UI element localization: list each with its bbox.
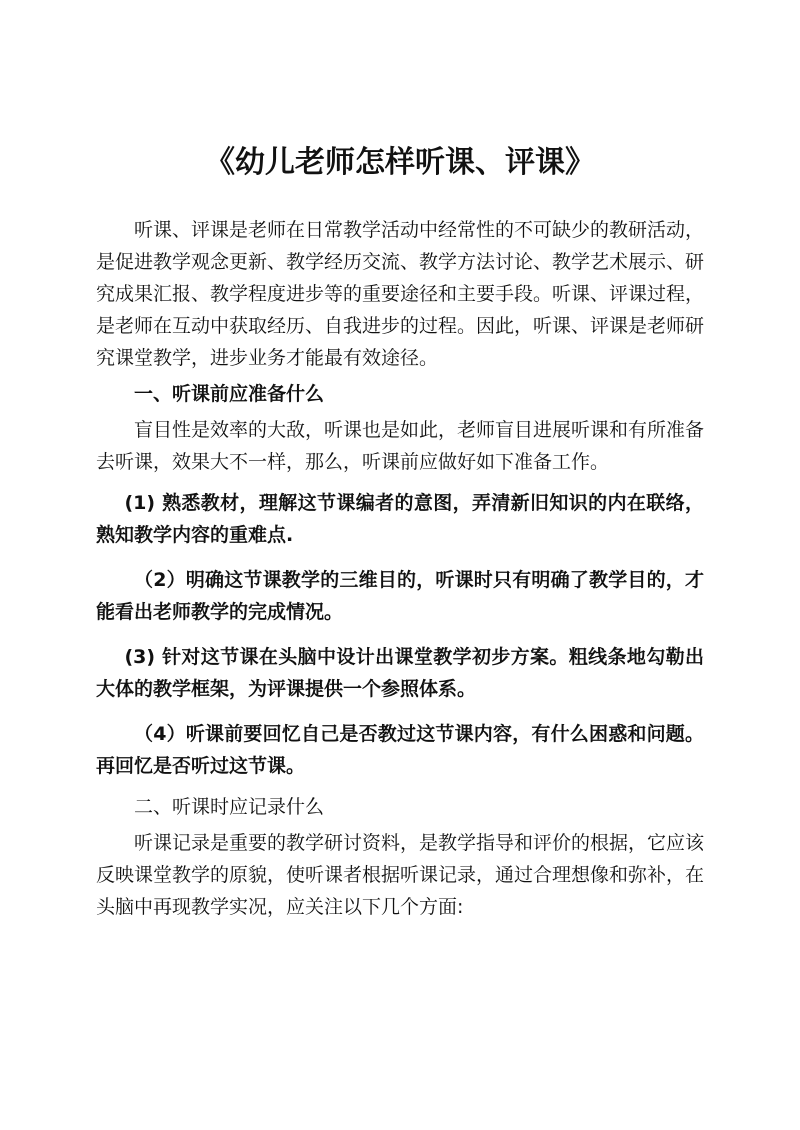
intro-paragraph: 听课、评课是老师在日常教学活动中经常性的不可缺少的教研活动，是促进教学观念更新、教学经历交流、教学方法讨论、教学艺术展示、研究成果汇报、教学程度进步等的重要途径和主要手段。听课、评课过程，是老师在互动中获取经历、自我进步的过程。因此，听课、评课是老师研究课堂教学，进步业务才能最有效途径。 xyxy=(96,219,705,369)
section-2-paragraph: 听课记录是重要的教学研讨资料，是教学指导和评价的根据，它应该反映课堂教学的原貌，使听课者根据听课记录，通过合理想像和弥补，在头脑中再现教学实况，应关注以下几个方面: xyxy=(96,832,705,918)
document-body xyxy=(96,214,704,923)
section-heading-1: 一、听课前应准备什么 xyxy=(134,383,325,405)
list-item-4: （4）听课前要回忆自己是否教过这节课内容，有什么困惑和问题。再回忆是否听过这节课。 xyxy=(96,723,704,777)
list-item-1: (1) 熟悉教材，理解这节课编者的意图，弄清新旧知识的内在联络，熟知教学内容的重难点. xyxy=(96,492,704,546)
list-item-3: (3) 针对这节课在头脑中设计出课堂教学初步方案。粗线条地勾勒出大体的教学框架，为评课提供一个参照体系。 xyxy=(96,646,704,700)
list-item-2: （2）明确这节课教学的三维目的，听课时只有明确了教学目的，才能看出老师教学的完成情况。 xyxy=(96,569,704,623)
section-heading-2: 二、听课时应记录什么 xyxy=(134,796,325,818)
document-title: 《幼儿老师怎样听课、评课》 xyxy=(205,145,595,180)
section-1-paragraph: 盲目性是效率的大敌，听课也是如此，老师盲目进展听课和有所准备去听课，效果大不一样，那么，听课前应做好如下准备工作。 xyxy=(96,419,705,473)
